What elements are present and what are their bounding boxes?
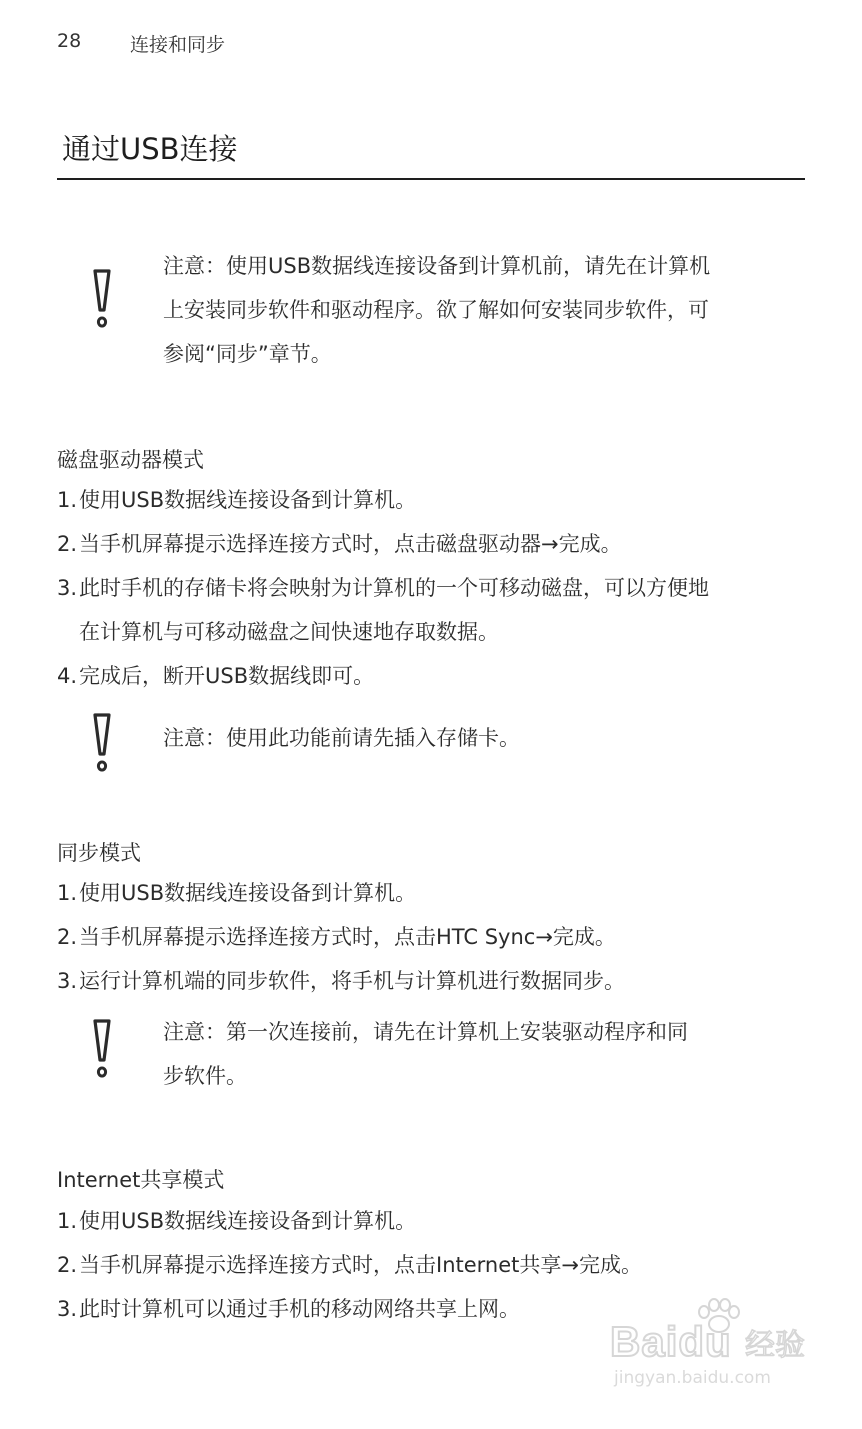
section-title: 连接和同步 — [130, 34, 226, 56]
step-text: 当手机屏幕提示选择连接方式时，点击HTC Sync→完成。 — [79, 925, 616, 949]
step-number: 2. — [57, 925, 78, 949]
step-text: 此时计算机可以通过手机的移动网络共享上网。 — [79, 1297, 520, 1321]
baidu-jingyan-watermark — [600, 1298, 815, 1398]
page-number: 28 — [57, 30, 82, 52]
step-text: 运行计算机端的同步软件，将手机与计算机进行数据同步。 — [79, 969, 625, 993]
intro-note-text — [163, 244, 797, 376]
step-number: 1. — [57, 488, 78, 512]
list-item — [57, 1243, 805, 1287]
exclamation-icon — [89, 268, 115, 330]
step-number: 2. — [57, 1253, 78, 1277]
list-item — [57, 959, 805, 1003]
watermark-brand: Baidu — [610, 1318, 732, 1365]
note-line: 参阅“同步”章节。 — [163, 342, 332, 366]
note-line: 注意：使用USB数据线连接设备到计算机前，请先在计算机 — [163, 254, 711, 278]
step-number: 4. — [57, 664, 78, 688]
step-text: 使用USB数据线连接设备到计算机。 — [79, 881, 417, 905]
step-text: 此时手机的存储卡将会映射为计算机的一个可移动磁盘，可以方便地 — [79, 576, 709, 600]
list-item — [57, 654, 805, 698]
title-divider — [57, 178, 805, 180]
step-number: 1. — [57, 1209, 78, 1233]
step-number: 1. — [57, 881, 78, 905]
exclamation-icon — [89, 1018, 115, 1080]
sync-mode-note-text — [163, 1010, 797, 1098]
note-line: 注意：第一次连接前，请先在计算机上安装驱动程序和同 — [163, 1020, 688, 1044]
sync-mode-heading: 同步模式 — [57, 841, 141, 865]
note-line: 上安装同步软件和驱动程序。欲了解如何安装同步软件，可 — [163, 298, 709, 322]
intro-note — [57, 244, 805, 376]
list-item — [57, 522, 805, 566]
disk-mode-steps — [57, 478, 805, 698]
watermark-label: 经验 — [745, 1328, 805, 1363]
step-number: 3. — [57, 1297, 78, 1321]
step-text: 完成后，断开USB数据线即可。 — [79, 664, 375, 688]
list-item — [57, 1199, 805, 1243]
page-title: 通过USB连接 — [62, 132, 238, 166]
note-line: 步软件。 — [163, 1064, 247, 1088]
sync-mode-steps — [57, 871, 805, 1003]
note-line: 注意：使用此功能前请先插入存储卡。 — [163, 726, 520, 750]
step-text: 使用USB数据线连接设备到计算机。 — [79, 1209, 417, 1233]
disk-mode-heading: 磁盘驱动器模式 — [57, 448, 204, 472]
list-item — [57, 871, 805, 915]
list-item — [57, 915, 805, 959]
disk-mode-note — [57, 712, 805, 778]
sync-mode-note — [57, 1010, 805, 1100]
list-item — [57, 478, 805, 522]
watermark-url: jingyan.baidu.com — [614, 1368, 771, 1388]
step-text: 在计算机与可移动磁盘之间快速地存取数据。 — [79, 620, 499, 644]
running-header — [57, 30, 226, 56]
internet-mode-heading: Internet共享模式 — [57, 1168, 225, 1192]
exclamation-icon — [89, 712, 115, 774]
step-text: 当手机屏幕提示选择连接方式时，点击磁盘驱动器→完成。 — [79, 532, 622, 556]
step-text: 使用USB数据线连接设备到计算机。 — [79, 488, 417, 512]
step-text: 当手机屏幕提示选择连接方式时，点击Internet共享→完成。 — [79, 1253, 642, 1277]
disk-mode-note-text — [163, 716, 797, 760]
list-item — [57, 566, 805, 654]
step-number: 2. — [57, 532, 78, 556]
step-number: 3. — [57, 969, 78, 993]
step-number: 3. — [57, 576, 78, 600]
